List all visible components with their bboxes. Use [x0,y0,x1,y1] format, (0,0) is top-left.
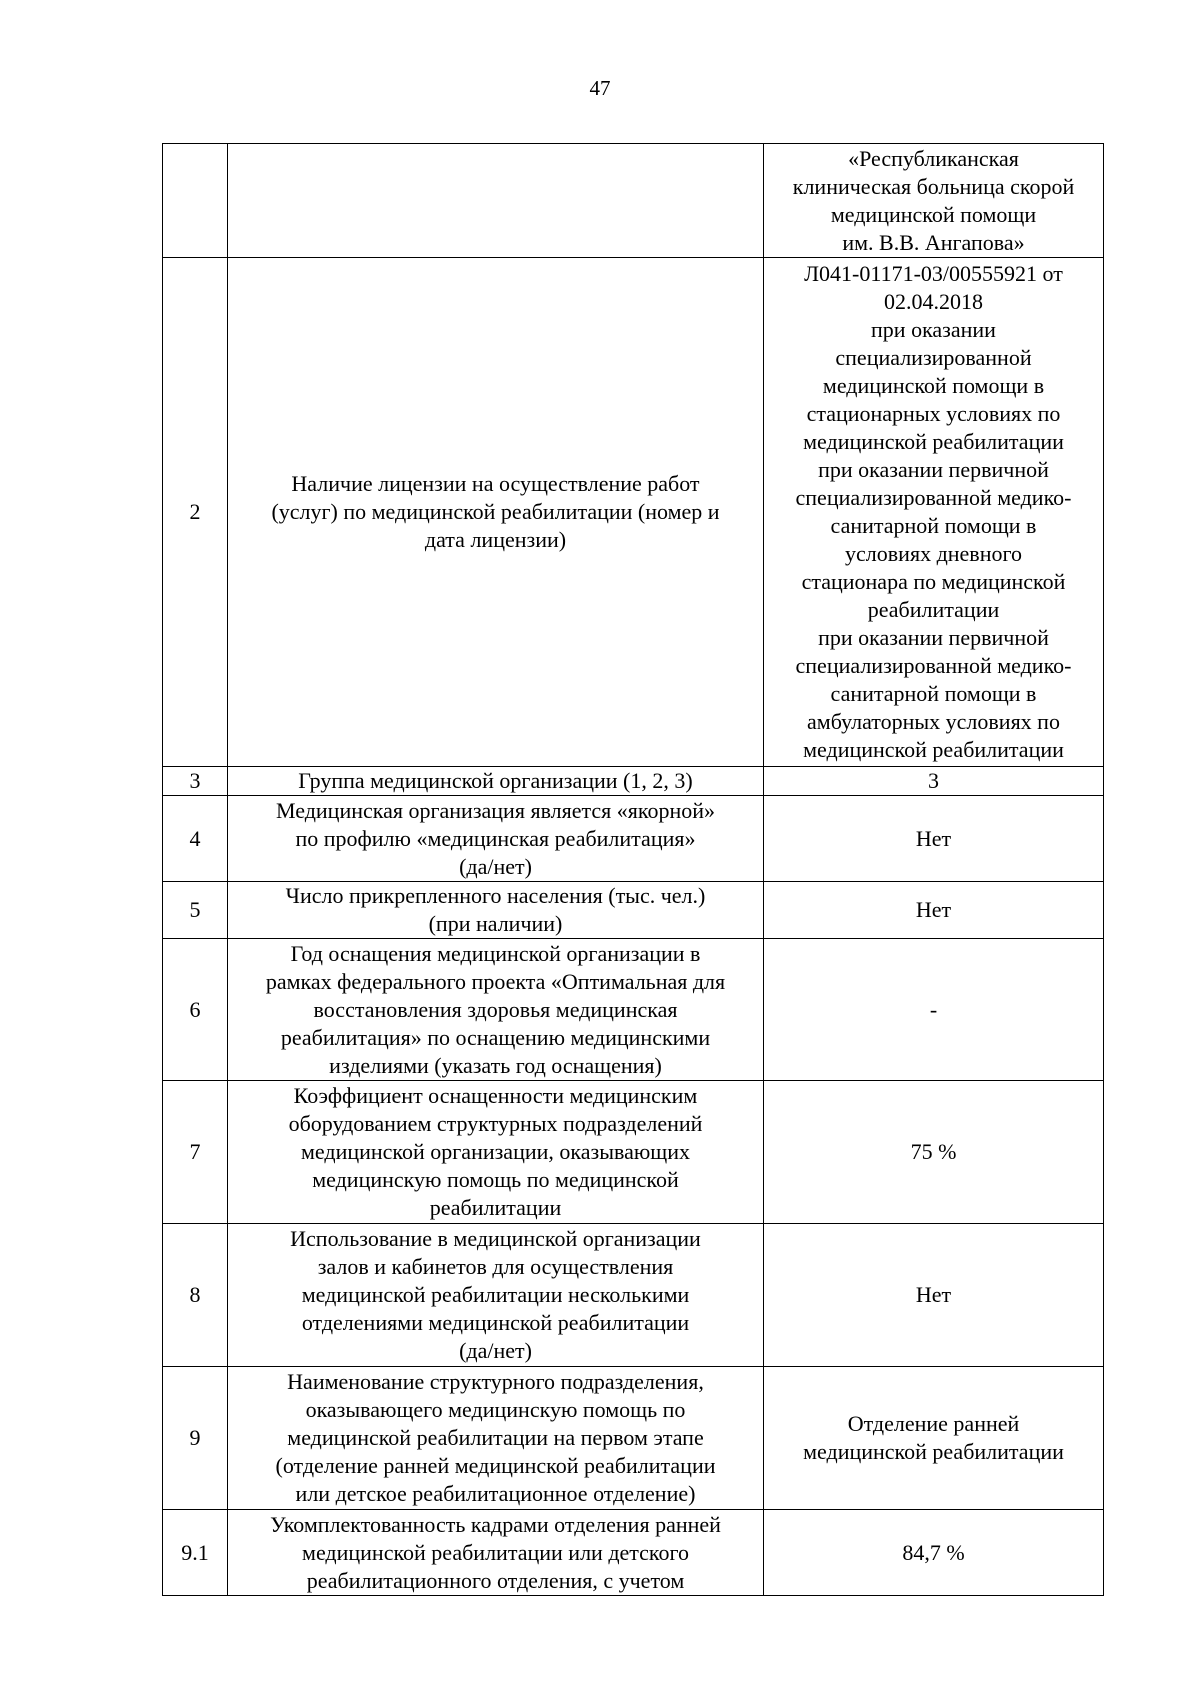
value-line: при оказании [871,317,996,342]
row-number-cell [163,144,228,258]
row-number-cell: 3 [163,767,228,796]
row-number-cell: 5 [163,882,228,939]
value-cell [764,1224,1104,1367]
description-line: (да/нет) [459,1338,532,1363]
value-line: Нет [915,1282,952,1307]
row-number-cell: 4 [163,796,228,882]
description-line: (да/нет) [459,853,532,879]
description-line: медицинскую помощь по медицинской [312,1167,679,1192]
value-line: медицинской реабилитации [803,429,1064,454]
description-line: отделениями медицинской реабилитации [301,1310,690,1335]
description-cell [228,1510,764,1596]
value-line: медицинской помощи [830,201,1037,227]
value-line: амбулаторных условиях по [807,709,1060,734]
description-line: Наличие лицензии на осуществление работ [291,471,700,496]
table-row [163,1367,1104,1510]
value-line: медицинской реабилитации [803,737,1064,762]
value-line: реабилитации [867,597,1000,622]
table-body [163,144,1104,1596]
value-line: медицинской помощи в [822,373,1045,398]
description-line: реабилитации [429,1195,562,1220]
value-line: Отделение ранней [847,1411,1020,1436]
description-line: реабилитация» по оснащению медицинскими [280,1024,711,1050]
value-cell [764,1081,1104,1224]
value-cell [764,1367,1104,1510]
description-line: (услуг) по медицинской реабилитации (номер и [271,499,720,524]
value-line: Л041-01171-03/00555921 от [804,261,1063,286]
description-line: (при наличии) [428,911,563,936]
value-cell [764,882,1104,939]
description-cell [228,882,764,939]
row-number-cell: 9.1 [163,1510,228,1596]
description-line: медицинской реабилитации на первом этапе [287,1425,704,1450]
description-line: Число прикрепленного населения (тыс. чел.) [285,883,706,908]
table-row [163,939,1104,1081]
description-line: Коэффициент оснащенности медицинским [293,1083,698,1108]
description-line: изделиями (указать год оснащения) [329,1052,662,1078]
value-line: санитарной помощи в [830,513,1037,538]
table-row [163,144,1104,258]
row-number-cell: 6 [163,939,228,1081]
description-line: Медицинская организация является «якорной» [275,797,716,823]
description-cell [228,1081,764,1224]
value-line: специализированной медико- [795,485,1072,510]
value-line: при оказании первичной [818,457,1049,482]
description-line: Группа медицинской организации (1, 2, 3) [298,768,693,793]
value-line: Нет [915,897,952,922]
value-line: при оказании первичной [818,625,1049,650]
value-line: Нет [915,825,952,851]
table-row [163,796,1104,882]
description-line: медицинской реабилитации несколькими [301,1282,690,1307]
description-line: или детское реабилитационное отделение) [295,1481,696,1506]
description-line: оборудованием структурных подразделений [288,1111,703,1136]
value-line: 3 [928,768,939,793]
description-line: реабилитационного отделения, с учетом [306,1567,685,1593]
row-number-cell: 7 [163,1081,228,1224]
value-line: - [929,996,938,1022]
table-row [163,1510,1104,1596]
description-cell [228,796,764,882]
description-cell [228,767,764,796]
description-cell [228,1224,764,1367]
description-line: рамках федерального проекта «Оптимальная для [265,968,726,994]
value-cell [764,939,1104,1081]
value-cell [764,258,1104,767]
description-cell [228,144,764,258]
value-cell [764,767,1104,796]
description-cell [228,939,764,1081]
description-cell [228,258,764,767]
description-line: (отделение ранней медицинской реабилитации [275,1453,716,1478]
value-cell [764,144,1104,258]
value-line: 84,7 % [902,1539,965,1565]
value-line: специализированной [835,345,1032,370]
description-line: медицинской организации, оказывающих [300,1139,690,1164]
value-line: «Республиканская [848,145,1019,171]
value-cell [764,796,1104,882]
description-line: по профилю «медицинская реабилитация» [295,825,696,851]
table-row [163,258,1104,767]
description-line: залов и кабинетов для осуществления [317,1254,674,1279]
value-line: клиническая больница скорой [792,173,1075,199]
data-table [162,143,1104,1596]
description-line: Укомплектованность кадрами отделения ранней [270,1511,721,1537]
row-number-cell: 2 [163,258,228,767]
table-row [163,767,1104,796]
value-line: стационарных условиях по [806,401,1061,426]
table-row [163,1081,1104,1224]
value-line: 02.04.2018 [884,289,983,314]
value-line: стационара по медицинской [801,569,1066,594]
description-line: восстановления здоровья медицинская [313,996,678,1022]
value-line: условиях дневного [845,541,1022,566]
description-line: Наименование структурного подразделения, [287,1369,704,1394]
value-line: медицинской реабилитации [803,1439,1064,1464]
description-line: Использование в медицинской организации [290,1226,701,1251]
description-line: оказывающего медицинскую помощь по [305,1397,686,1422]
row-number-cell: 8 [163,1224,228,1367]
value-line: им. В.В. Ангапова» [842,229,1025,255]
value-line: санитарной помощи в [830,681,1037,706]
value-line: 75 % [910,1139,957,1164]
description-cell [228,1367,764,1510]
row-number-cell: 9 [163,1367,228,1510]
description-line: Год оснащения медицинской организации в [290,940,701,966]
value-line: специализированной медико- [795,653,1072,678]
value-cell [764,1510,1104,1596]
page-number: 47 [589,76,611,100]
table-row [163,882,1104,939]
description-line: медицинской реабилитации или детского [302,1539,689,1565]
table-row [163,1224,1104,1367]
description-line: дата лицензии) [424,527,567,552]
